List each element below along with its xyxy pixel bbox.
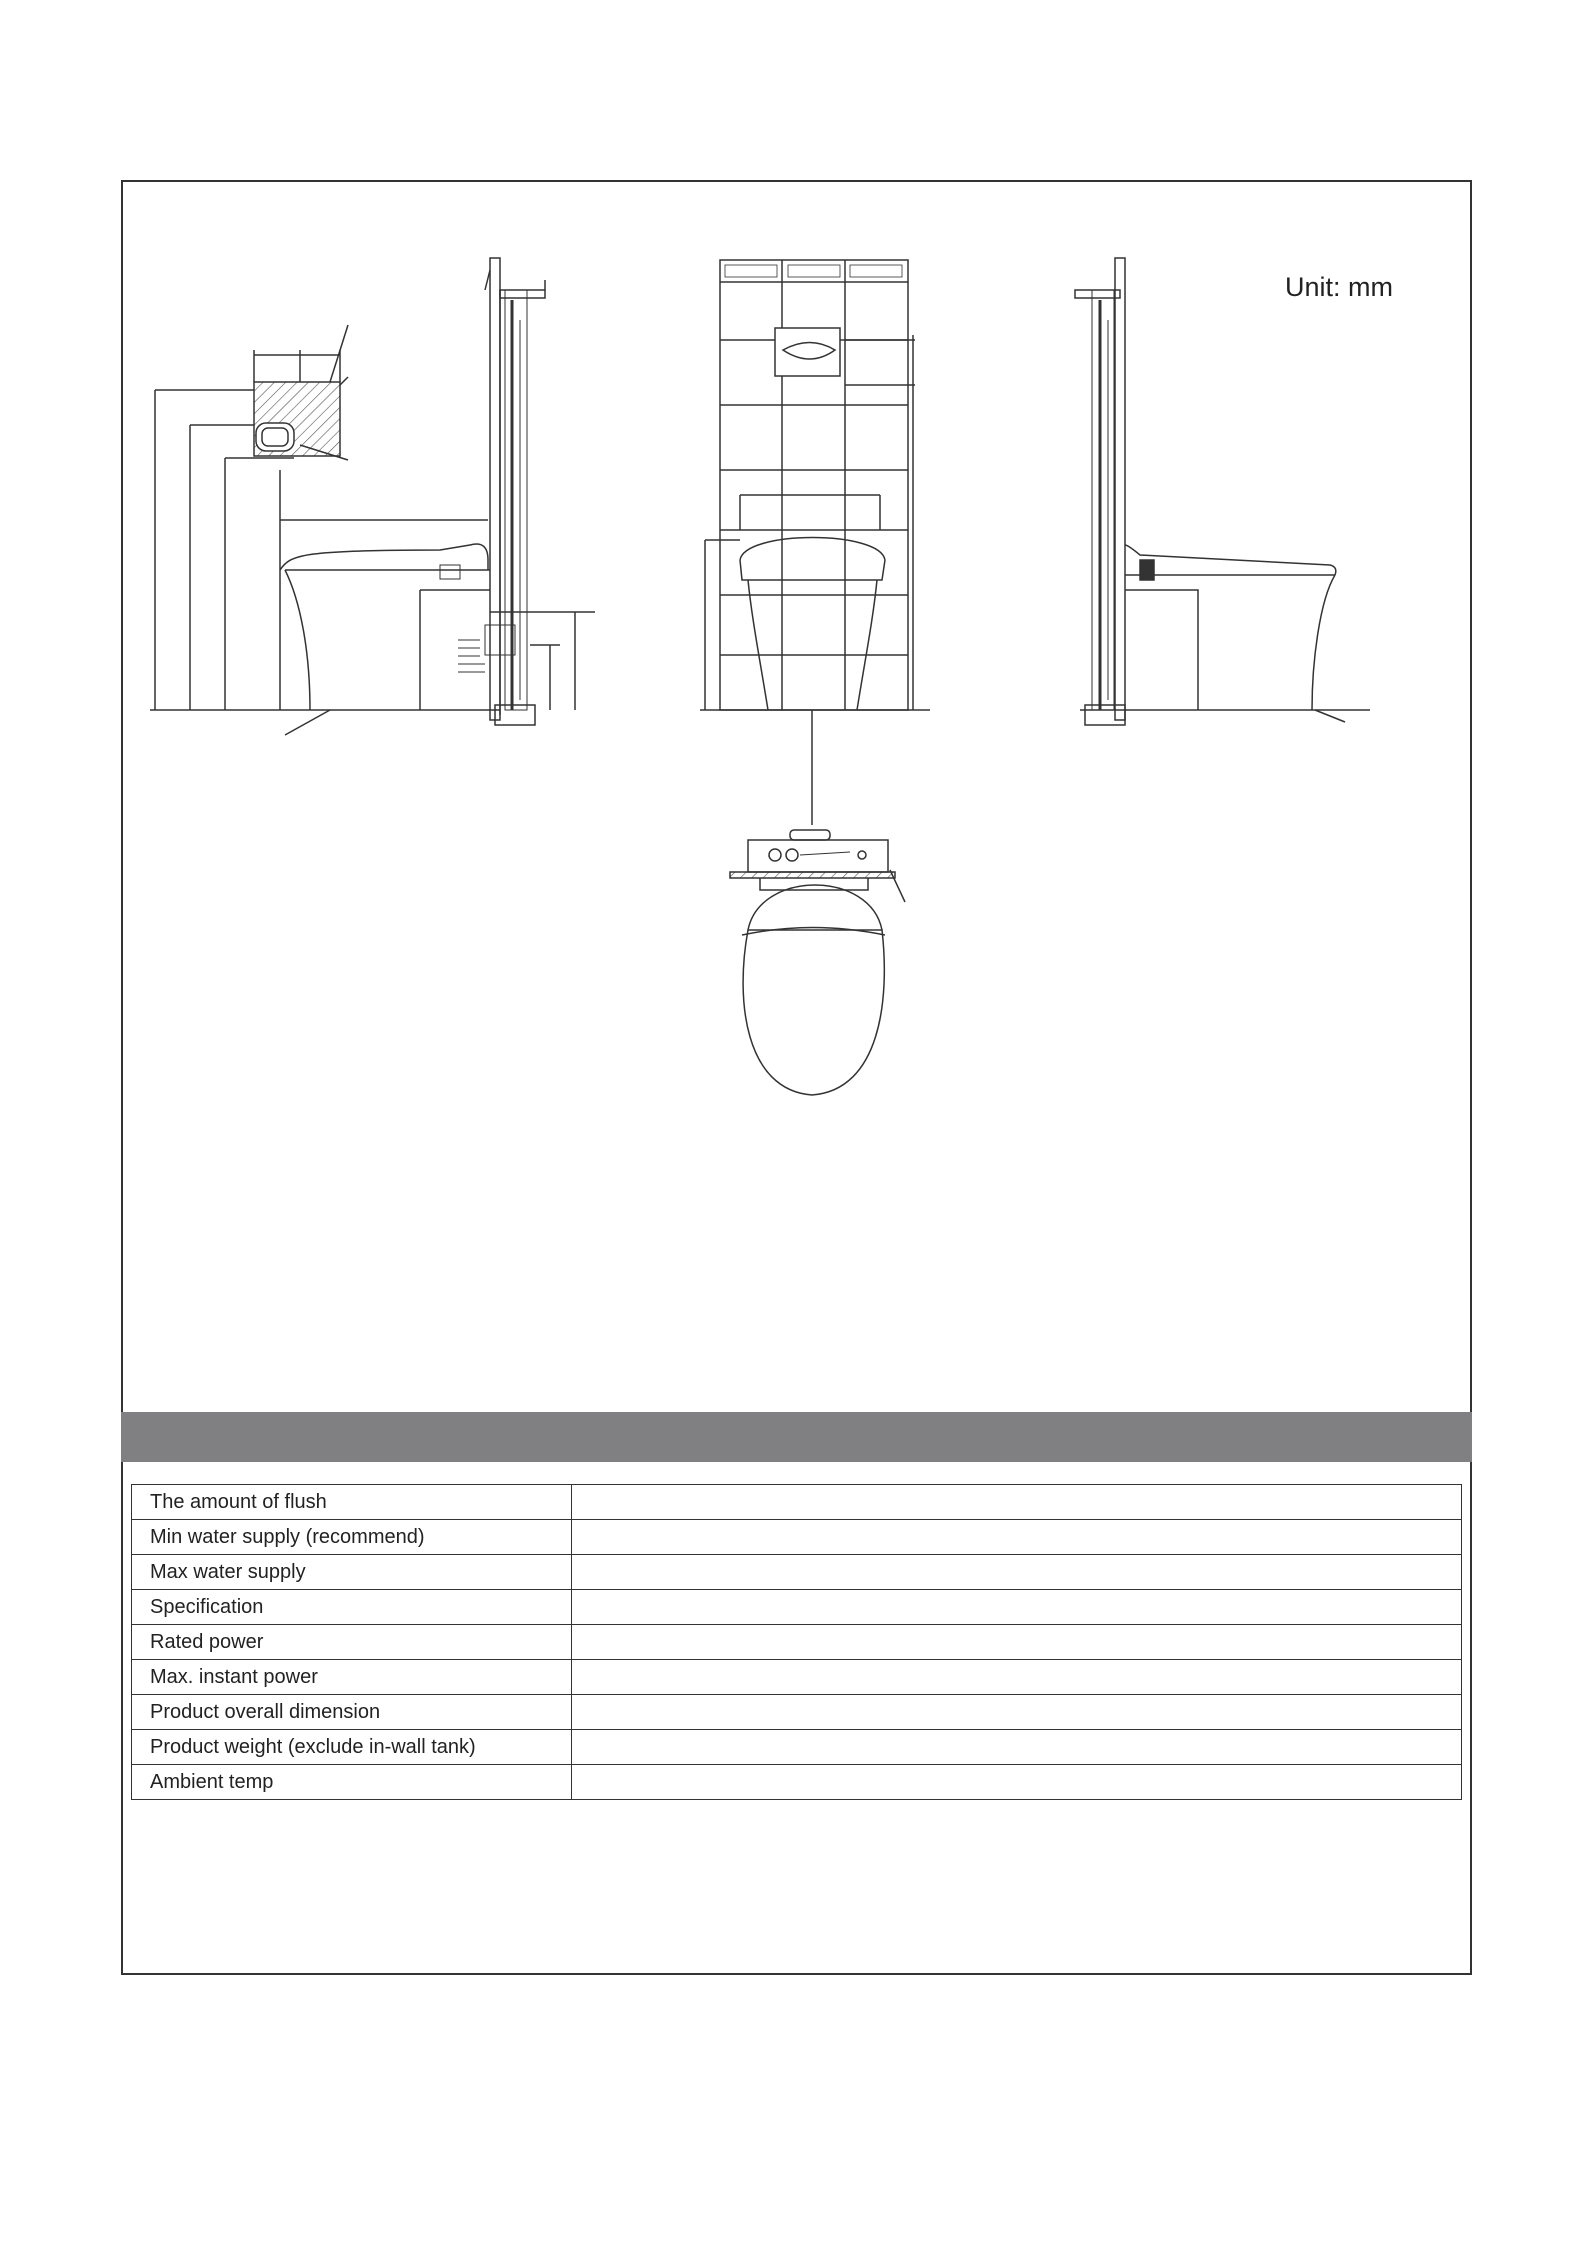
spec-label: Product weight (exclude in-wall tank) (132, 1730, 572, 1765)
spec-label: Min water supply (recommend) (132, 1520, 572, 1555)
spec-value (572, 1485, 1462, 1520)
table-row (132, 1625, 1462, 1660)
table-row (132, 1730, 1462, 1765)
spec-table (131, 1484, 1462, 1800)
side-view-left (150, 258, 595, 735)
spec-label: Ambient temp (132, 1765, 572, 1800)
table-row (132, 1695, 1462, 1730)
section-header-bar (121, 1412, 1472, 1462)
unit-label: Unit: mm (1285, 272, 1393, 302)
table-row (132, 1765, 1462, 1800)
spec-value (572, 1555, 1462, 1590)
table-row (132, 1520, 1462, 1555)
spec-value (572, 1765, 1462, 1800)
side-view-right (1075, 258, 1370, 725)
table-row (132, 1485, 1462, 1520)
spec-value (572, 1695, 1462, 1730)
table-row (132, 1590, 1462, 1625)
spec-value (572, 1730, 1462, 1765)
table-row (132, 1660, 1462, 1695)
spec-label: Max water supply (132, 1555, 572, 1590)
front-view (700, 260, 930, 825)
top-view (730, 830, 905, 1095)
spec-label: Product overall dimension (132, 1695, 572, 1730)
spec-label: Rated power (132, 1625, 572, 1660)
spec-value (572, 1590, 1462, 1625)
spec-value (572, 1520, 1462, 1555)
spec-value (572, 1625, 1462, 1660)
spec-label: Max. instant power (132, 1660, 572, 1695)
spec-label: Specification (132, 1590, 572, 1625)
spec-label: The amount of flush (132, 1485, 572, 1520)
spec-value (572, 1660, 1462, 1695)
table-row (132, 1555, 1462, 1590)
